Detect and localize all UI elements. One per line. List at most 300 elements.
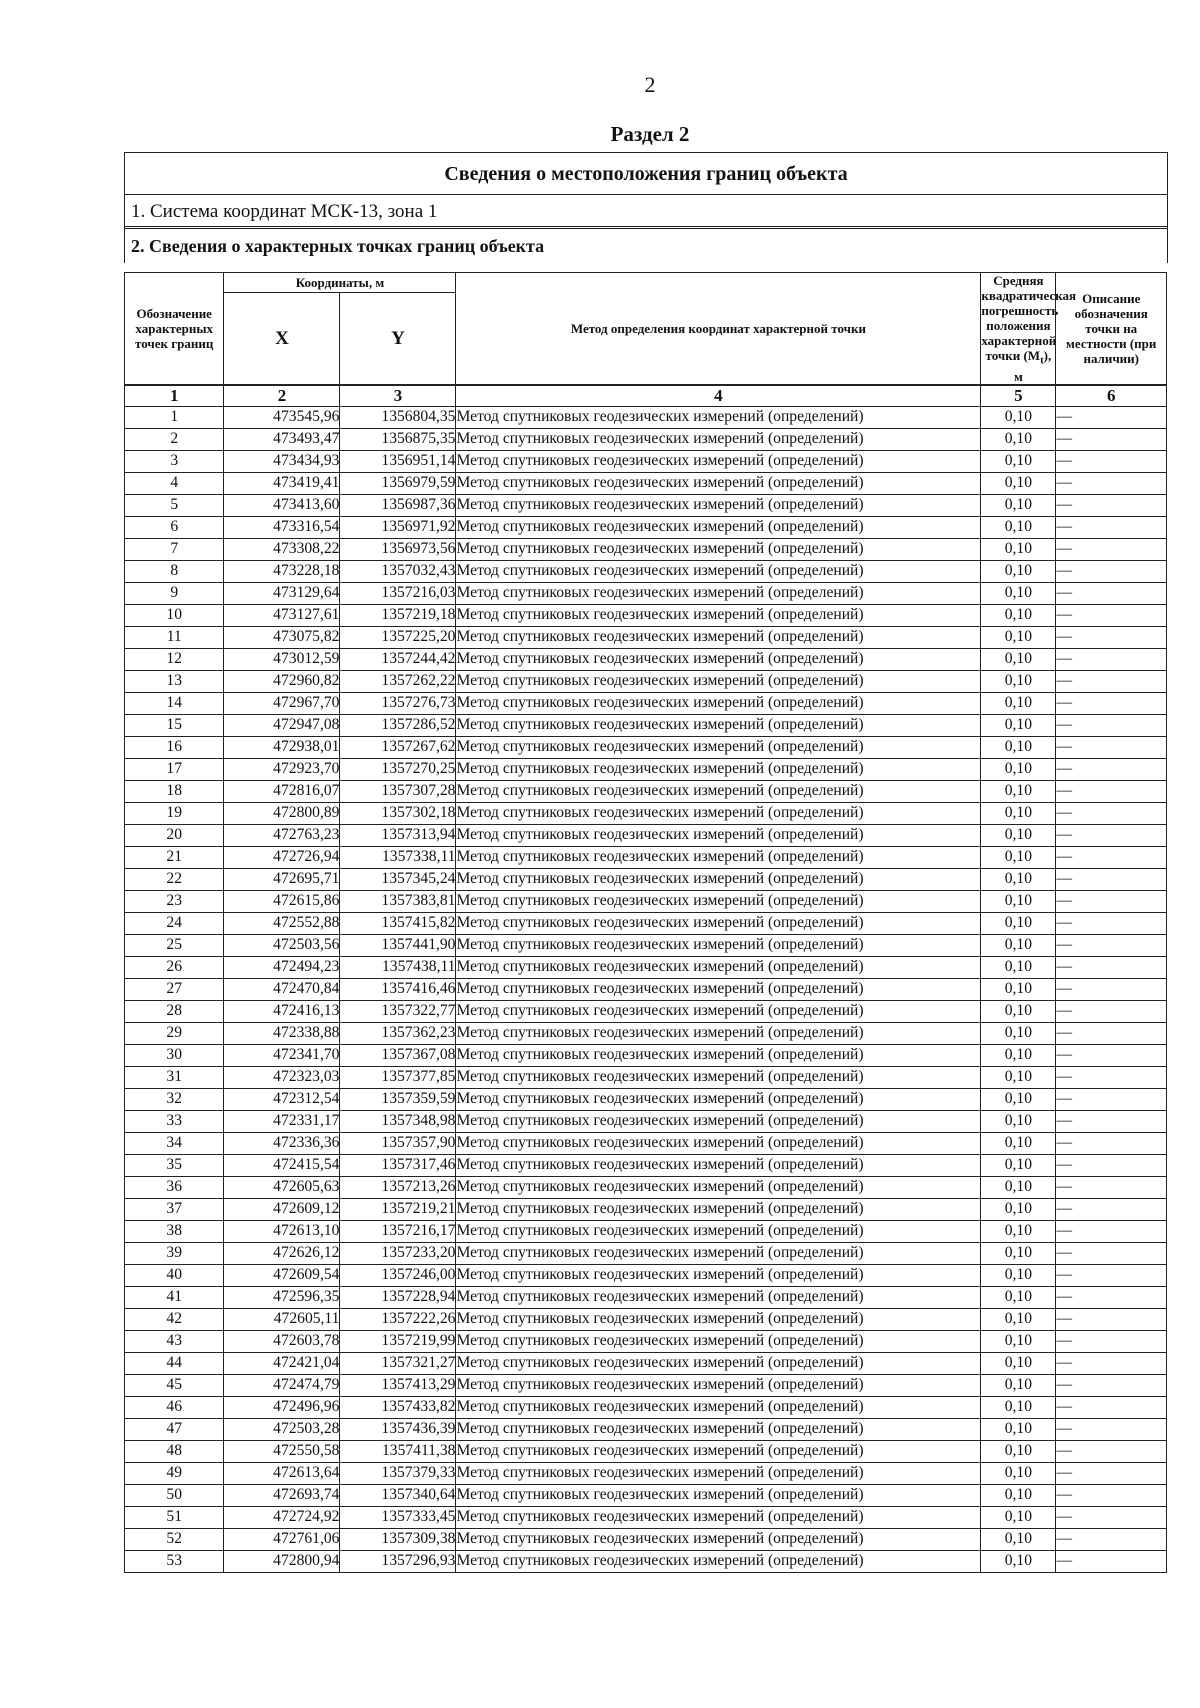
point-number: 44	[125, 1352, 224, 1374]
method-cell: Метод спутниковых геодезических измерений (определений)	[456, 1198, 981, 1220]
point-number: 13	[125, 670, 224, 692]
error-cell: 0,10	[981, 472, 1056, 494]
point-number: 37	[125, 1198, 224, 1220]
method-cell: Метод спутниковых геодезических измерений (определений)	[456, 626, 981, 648]
x-coordinate: 472503,56	[224, 934, 340, 956]
table-row	[125, 1264, 1167, 1286]
table-row	[125, 582, 1167, 604]
x-coordinate: 473129,64	[224, 582, 340, 604]
header-designation: Обозначение характерных точек границ	[125, 273, 224, 385]
method-cell: Метод спутниковых геодезических измерений (определений)	[456, 1066, 981, 1088]
method-cell: Метод спутниковых геодезических измерений (определений)	[456, 868, 981, 890]
y-coordinate: 1357246,00	[340, 1264, 456, 1286]
description-cell: —	[1056, 824, 1167, 846]
x-coordinate: 472615,86	[224, 890, 340, 912]
point-number: 34	[125, 1132, 224, 1154]
x-coordinate: 473419,41	[224, 472, 340, 494]
y-coordinate: 1357222,26	[340, 1308, 456, 1330]
description-cell: —	[1056, 1396, 1167, 1418]
header-x: X	[224, 293, 340, 385]
table-row	[125, 1330, 1167, 1352]
point-number: 15	[125, 714, 224, 736]
x-coordinate: 472603,78	[224, 1330, 340, 1352]
method-cell: Метод спутниковых геодезических измерений (определений)	[456, 1022, 981, 1044]
error-cell: 0,10	[981, 1066, 1056, 1088]
table-row	[125, 692, 1167, 714]
x-coordinate: 472550,58	[224, 1440, 340, 1462]
point-number: 10	[125, 604, 224, 626]
y-coordinate: 1357219,21	[340, 1198, 456, 1220]
error-cell: 0,10	[981, 1330, 1056, 1352]
method-cell: Метод спутниковых геодезических измерений (определений)	[456, 1264, 981, 1286]
description-cell: —	[1056, 912, 1167, 934]
y-coordinate: 1357219,18	[340, 604, 456, 626]
document-title: Сведения о местоположения границ объекта	[125, 153, 1167, 195]
point-number: 39	[125, 1242, 224, 1264]
table-row	[125, 1132, 1167, 1154]
point-number: 35	[125, 1154, 224, 1176]
x-coordinate: 472494,23	[224, 956, 340, 978]
description-cell: —	[1056, 1352, 1167, 1374]
description-cell: —	[1056, 428, 1167, 450]
x-coordinate: 472552,88	[224, 912, 340, 934]
point-number: 8	[125, 560, 224, 582]
error-cell: 0,10	[981, 714, 1056, 736]
error-cell: 0,10	[981, 648, 1056, 670]
table-row	[125, 1528, 1167, 1550]
y-coordinate: 1357338,11	[340, 846, 456, 868]
table-row	[125, 802, 1167, 824]
method-cell: Метод спутниковых геодезических измерений (определений)	[456, 1396, 981, 1418]
error-cell: 0,10	[981, 1308, 1056, 1330]
table-row	[125, 1462, 1167, 1484]
y-coordinate: 1357213,26	[340, 1176, 456, 1198]
description-cell: —	[1056, 868, 1167, 890]
table-row	[125, 1000, 1167, 1022]
point-number: 5	[125, 494, 224, 516]
description-cell: —	[1056, 1330, 1167, 1352]
table-row	[125, 1396, 1167, 1418]
table-row	[125, 560, 1167, 582]
header-method: Метод определения координат характерной точки	[456, 273, 981, 385]
x-coordinate: 472609,12	[224, 1198, 340, 1220]
table-row	[125, 758, 1167, 780]
table-row	[125, 978, 1167, 1000]
point-number: 1	[125, 406, 224, 428]
description-cell: —	[1056, 692, 1167, 714]
x-coordinate: 472336,36	[224, 1132, 340, 1154]
table-row	[125, 604, 1167, 626]
x-coordinate: 472338,88	[224, 1022, 340, 1044]
method-cell: Метод спутниковых геодезических измерений (определений)	[456, 802, 981, 824]
x-coordinate: 472605,11	[224, 1308, 340, 1330]
method-cell: Метод спутниковых геодезических измерений (определений)	[456, 516, 981, 538]
error-cell: 0,10	[981, 1176, 1056, 1198]
point-number: 50	[125, 1484, 224, 1506]
x-coordinate: 472474,79	[224, 1374, 340, 1396]
error-cell: 0,10	[981, 428, 1056, 450]
x-coordinate: 472816,07	[224, 780, 340, 802]
point-number: 45	[125, 1374, 224, 1396]
y-coordinate: 1357348,98	[340, 1110, 456, 1132]
description-cell: —	[1056, 736, 1167, 758]
point-number: 29	[125, 1022, 224, 1044]
table-row	[125, 1088, 1167, 1110]
method-cell: Метод спутниковых геодезических измерений (определений)	[456, 1242, 981, 1264]
method-cell: Метод спутниковых геодезических измерений (определений)	[456, 582, 981, 604]
point-number: 20	[125, 824, 224, 846]
point-number: 17	[125, 758, 224, 780]
description-cell: —	[1056, 670, 1167, 692]
point-number: 30	[125, 1044, 224, 1066]
method-cell: Метод спутниковых геодезических измерений (определений)	[456, 1330, 981, 1352]
method-cell: Метод спутниковых геодезических измерений (определений)	[456, 604, 981, 626]
point-number: 47	[125, 1418, 224, 1440]
x-coordinate: 472323,03	[224, 1066, 340, 1088]
table-row	[125, 824, 1167, 846]
y-coordinate: 1357362,23	[340, 1022, 456, 1044]
column-number: 5	[981, 385, 1056, 407]
description-cell: —	[1056, 582, 1167, 604]
description-cell: —	[1056, 1110, 1167, 1132]
y-coordinate: 1357415,82	[340, 912, 456, 934]
x-coordinate: 472923,70	[224, 758, 340, 780]
y-coordinate: 1356987,36	[340, 494, 456, 516]
table-row	[125, 670, 1167, 692]
error-cell: 0,10	[981, 604, 1056, 626]
x-coordinate: 472605,63	[224, 1176, 340, 1198]
point-number: 23	[125, 890, 224, 912]
x-coordinate: 473545,96	[224, 406, 340, 428]
error-cell: 0,10	[981, 582, 1056, 604]
description-cell: —	[1056, 1220, 1167, 1242]
method-cell: Метод спутниковых геодезических измерений (определений)	[456, 1176, 981, 1198]
x-coordinate: 472341,70	[224, 1044, 340, 1066]
description-cell: —	[1056, 494, 1167, 516]
column-number: 3	[340, 385, 456, 407]
method-cell: Метод спутниковых геодезических измерений (определений)	[456, 1000, 981, 1022]
point-number: 43	[125, 1330, 224, 1352]
description-cell: —	[1056, 1022, 1167, 1044]
point-number: 21	[125, 846, 224, 868]
error-cell: 0,10	[981, 1352, 1056, 1374]
error-cell: 0,10	[981, 1198, 1056, 1220]
error-cell: 0,10	[981, 1132, 1056, 1154]
point-number: 42	[125, 1308, 224, 1330]
table-row	[125, 1484, 1167, 1506]
description-cell: —	[1056, 1198, 1167, 1220]
method-cell: Метод спутниковых геодезических измерений (определений)	[456, 1154, 981, 1176]
table-row	[125, 406, 1167, 428]
error-cell: 0,10	[981, 692, 1056, 714]
description-cell: —	[1056, 1132, 1167, 1154]
method-cell: Метод спутниковых геодезических измерений (определений)	[456, 934, 981, 956]
y-coordinate: 1357416,46	[340, 978, 456, 1000]
x-coordinate: 472695,71	[224, 868, 340, 890]
error-cell: 0,10	[981, 450, 1056, 472]
x-coordinate: 472470,84	[224, 978, 340, 1000]
y-coordinate: 1357270,25	[340, 758, 456, 780]
method-cell: Метод спутниковых геодезических измерений (определений)	[456, 428, 981, 450]
description-cell: —	[1056, 648, 1167, 670]
error-cell: 0,10	[981, 1506, 1056, 1528]
y-coordinate: 1357377,85	[340, 1066, 456, 1088]
table-row	[125, 1352, 1167, 1374]
error-cell: 0,10	[981, 890, 1056, 912]
y-coordinate: 1357433,82	[340, 1396, 456, 1418]
method-cell: Метод спутниковых геодезических измерений (определений)	[456, 1286, 981, 1308]
table-row	[125, 1308, 1167, 1330]
description-cell: —	[1056, 1176, 1167, 1198]
point-number: 53	[125, 1550, 224, 1572]
y-coordinate: 1357359,59	[340, 1088, 456, 1110]
point-number: 19	[125, 802, 224, 824]
x-coordinate: 472415,54	[224, 1154, 340, 1176]
method-cell: Метод спутниковых геодезических измерений (определений)	[456, 956, 981, 978]
y-coordinate: 1357438,11	[340, 956, 456, 978]
method-cell: Метод спутниковых геодезических измерений (определений)	[456, 494, 981, 516]
y-coordinate: 1357322,77	[340, 1000, 456, 1022]
error-cell: 0,10	[981, 758, 1056, 780]
method-cell: Метод спутниковых геодезических измерений (определений)	[456, 1484, 981, 1506]
table-row	[125, 890, 1167, 912]
y-coordinate: 1357309,38	[340, 1528, 456, 1550]
description-cell: —	[1056, 626, 1167, 648]
table-row	[125, 736, 1167, 758]
method-cell: Метод спутниковых геодезических измерений (определений)	[456, 912, 981, 934]
table-row	[125, 714, 1167, 736]
method-cell: Метод спутниковых геодезических измерений (определений)	[456, 846, 981, 868]
x-coordinate: 473075,82	[224, 626, 340, 648]
error-cell: 0,10	[981, 736, 1056, 758]
description-cell: —	[1056, 1088, 1167, 1110]
table-row	[125, 1286, 1167, 1308]
y-coordinate: 1357228,94	[340, 1286, 456, 1308]
error-cell: 0,10	[981, 538, 1056, 560]
y-coordinate: 1357345,24	[340, 868, 456, 890]
description-cell: —	[1056, 1418, 1167, 1440]
x-coordinate: 472938,01	[224, 736, 340, 758]
method-cell: Метод спутниковых геодезических измерений (определений)	[456, 1132, 981, 1154]
error-cell: 0,10	[981, 934, 1056, 956]
error-cell: 0,10	[981, 494, 1056, 516]
point-number: 25	[125, 934, 224, 956]
point-number: 38	[125, 1220, 224, 1242]
y-coordinate: 1357296,93	[340, 1550, 456, 1572]
table-row	[125, 494, 1167, 516]
method-cell: Метод спутниковых геодезических измерений (определений)	[456, 1462, 981, 1484]
y-coordinate: 1357313,94	[340, 824, 456, 846]
method-cell: Метод спутниковых геодезических измерений (определений)	[456, 406, 981, 428]
description-cell: —	[1056, 450, 1167, 472]
table-row	[125, 538, 1167, 560]
description-cell: —	[1056, 846, 1167, 868]
point-number: 52	[125, 1528, 224, 1550]
point-number: 4	[125, 472, 224, 494]
error-cell: 0,10	[981, 1396, 1056, 1418]
y-coordinate: 1356951,14	[340, 450, 456, 472]
method-cell: Метод спутниковых геодезических измерений (определений)	[456, 1418, 981, 1440]
error-cell: 0,10	[981, 670, 1056, 692]
point-number: 14	[125, 692, 224, 714]
table-row	[125, 934, 1167, 956]
column-numbers-row	[125, 385, 1167, 407]
x-coordinate: 472967,70	[224, 692, 340, 714]
point-number: 28	[125, 1000, 224, 1022]
y-coordinate: 1357219,99	[340, 1330, 456, 1352]
table-row	[125, 1220, 1167, 1242]
table-row	[125, 648, 1167, 670]
method-cell: Метод спутниковых геодезических измерений (определений)	[456, 978, 981, 1000]
table-row	[125, 1374, 1167, 1396]
y-coordinate: 1357286,52	[340, 714, 456, 736]
method-cell: Метод спутниковых геодезических измерений (определений)	[456, 758, 981, 780]
table-row	[125, 956, 1167, 978]
point-number: 9	[125, 582, 224, 604]
error-cell: 0,10	[981, 846, 1056, 868]
x-coordinate: 473127,61	[224, 604, 340, 626]
description-cell: —	[1056, 1462, 1167, 1484]
y-coordinate: 1356804,35	[340, 406, 456, 428]
point-number: 7	[125, 538, 224, 560]
description-cell: —	[1056, 1242, 1167, 1264]
description-cell: —	[1056, 1066, 1167, 1088]
method-cell: Метод спутниковых геодезических измерений (определений)	[456, 1550, 981, 1572]
error-cell: 0,10	[981, 516, 1056, 538]
table-row	[125, 428, 1167, 450]
error-cell: 0,10	[981, 1044, 1056, 1066]
error-cell: 0,10	[981, 1462, 1056, 1484]
x-coordinate: 472613,10	[224, 1220, 340, 1242]
point-number: 51	[125, 1506, 224, 1528]
method-cell: Метод спутниковых геодезических измерений (определений)	[456, 1506, 981, 1528]
x-coordinate: 472596,35	[224, 1286, 340, 1308]
error-cell: 0,10	[981, 1242, 1056, 1264]
method-cell: Метод спутниковых геодезических измерений (определений)	[456, 1110, 981, 1132]
y-coordinate: 1357244,42	[340, 648, 456, 670]
table-row	[125, 1198, 1167, 1220]
method-cell: Метод спутниковых геодезических измерений (определений)	[456, 538, 981, 560]
x-coordinate: 472496,96	[224, 1396, 340, 1418]
description-cell: —	[1056, 1550, 1167, 1572]
table-body	[125, 406, 1167, 1572]
method-cell: Метод спутниковых геодезических измерений (определений)	[456, 1044, 981, 1066]
description-cell: —	[1056, 890, 1167, 912]
error-cell: 0,10	[981, 1088, 1056, 1110]
column-number: 2	[224, 385, 340, 407]
y-coordinate: 1357225,20	[340, 626, 456, 648]
point-number: 41	[125, 1286, 224, 1308]
error-cell: 0,10	[981, 802, 1056, 824]
boundary-points-table	[124, 272, 1167, 1573]
method-cell: Метод спутниковых геодезических измерений (определений)	[456, 648, 981, 670]
error-cell: 0,10	[981, 868, 1056, 890]
y-coordinate: 1356973,56	[340, 538, 456, 560]
method-cell: Метод спутниковых геодезических измерений (определений)	[456, 1374, 981, 1396]
y-coordinate: 1357413,29	[340, 1374, 456, 1396]
x-coordinate: 473413,60	[224, 494, 340, 516]
error-cell: 0,10	[981, 1528, 1056, 1550]
x-coordinate: 473012,59	[224, 648, 340, 670]
table-row	[125, 1242, 1167, 1264]
point-number: 31	[125, 1066, 224, 1088]
point-number: 18	[125, 780, 224, 802]
x-coordinate: 472761,06	[224, 1528, 340, 1550]
point-number: 2	[125, 428, 224, 450]
description-cell: —	[1056, 1264, 1167, 1286]
y-coordinate: 1357340,64	[340, 1484, 456, 1506]
point-number: 46	[125, 1396, 224, 1418]
method-cell: Метод спутниковых геодезических измерений (определений)	[456, 736, 981, 758]
header-error: Средняя квадратическая погрешность положения характерной точки $(M_t)$, м	[981, 273, 1077, 384]
x-coordinate: 473316,54	[224, 516, 340, 538]
table-row	[125, 1154, 1167, 1176]
point-number: 16	[125, 736, 224, 758]
x-coordinate: 472800,94	[224, 1550, 340, 1572]
header-coordinates: Координаты, м	[224, 273, 456, 293]
point-number: 11	[125, 626, 224, 648]
column-number: 4	[456, 385, 981, 407]
column-number: 6	[1056, 385, 1167, 407]
method-cell: Метод спутниковых геодезических измерений (определений)	[456, 714, 981, 736]
description-cell: —	[1056, 714, 1167, 736]
error-cell: 0,10	[981, 406, 1056, 428]
y-coordinate: 1357276,73	[340, 692, 456, 714]
header-description: Описание обозначения точки на местности (при наличии)	[1056, 273, 1167, 385]
y-coordinate: 1357267,62	[340, 736, 456, 758]
description-cell: —	[1056, 1044, 1167, 1066]
x-coordinate: 472800,89	[224, 802, 340, 824]
error-cell: 0,10	[981, 1286, 1056, 1308]
description-cell: —	[1056, 472, 1167, 494]
table-row	[125, 1022, 1167, 1044]
y-coordinate: 1357379,33	[340, 1462, 456, 1484]
method-cell: Метод спутниковых геодезических измерений (определений)	[456, 780, 981, 802]
table-row	[125, 1110, 1167, 1132]
description-cell: —	[1056, 406, 1167, 428]
table-row	[125, 846, 1167, 868]
method-cell: Метод спутниковых геодезических измерений (определений)	[456, 824, 981, 846]
method-cell: Метод спутниковых геодезических измерений (определений)	[456, 1440, 981, 1462]
description-cell: —	[1056, 1374, 1167, 1396]
point-number: 32	[125, 1088, 224, 1110]
y-coordinate: 1357216,17	[340, 1220, 456, 1242]
description-cell: —	[1056, 1286, 1167, 1308]
error-cell: 0,10	[981, 1000, 1056, 1022]
point-number: 22	[125, 868, 224, 890]
y-coordinate: 1357357,90	[340, 1132, 456, 1154]
description-cell: —	[1056, 1506, 1167, 1528]
description-cell: —	[1056, 1308, 1167, 1330]
method-cell: Метод спутниковых геодезических измерений (определений)	[456, 1088, 981, 1110]
x-coordinate: 472626,12	[224, 1242, 340, 1264]
method-cell: Метод спутниковых геодезических измерений (определений)	[456, 1220, 981, 1242]
y-coordinate: 1357032,43	[340, 560, 456, 582]
y-coordinate: 1356875,35	[340, 428, 456, 450]
y-coordinate: 1357216,03	[340, 582, 456, 604]
x-coordinate: 472613,64	[224, 1462, 340, 1484]
table-row	[125, 1506, 1167, 1528]
error-cell: 0,10	[981, 956, 1056, 978]
table-row	[125, 912, 1167, 934]
method-cell: Метод спутниковых геодезических измерений (определений)	[456, 472, 981, 494]
error-cell: 0,10	[981, 1220, 1056, 1242]
method-cell: Метод спутниковых геодезических измерений (определений)	[456, 1352, 981, 1374]
table-row	[125, 1066, 1167, 1088]
header-y: Y	[340, 293, 456, 385]
method-cell: Метод спутниковых геодезических измерений (определений)	[456, 670, 981, 692]
x-coordinate: 473308,22	[224, 538, 340, 560]
